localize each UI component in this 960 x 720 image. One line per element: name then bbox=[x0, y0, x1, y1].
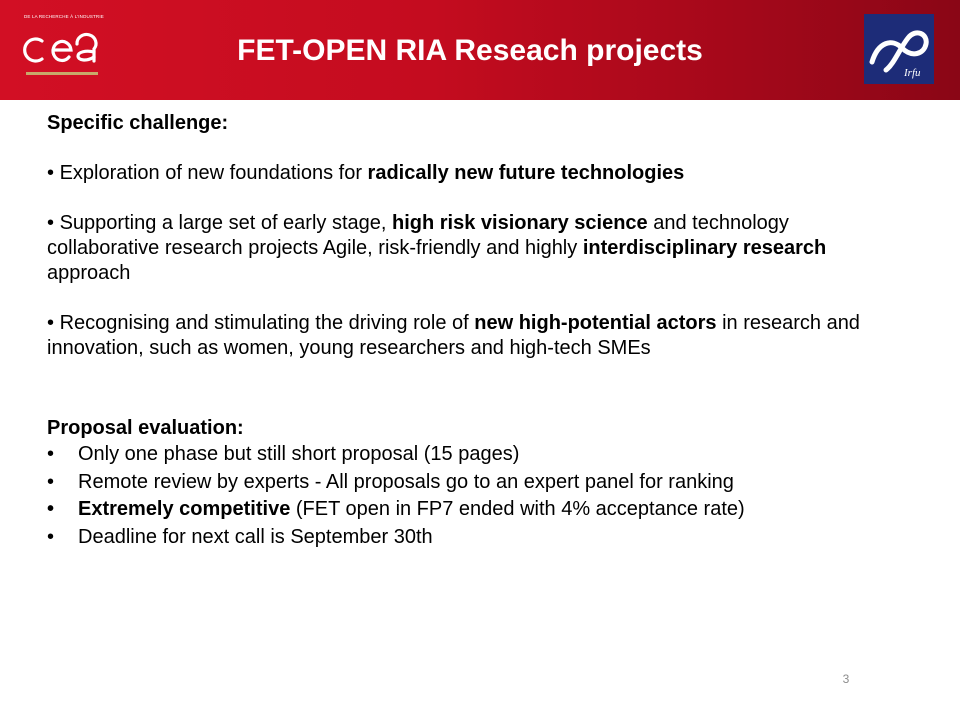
irfu-logo-text: Irfu bbox=[904, 67, 921, 79]
challenge-bullet-1: • Exploration of new foundations for radically new future technologies bbox=[47, 162, 685, 184]
list-item: • Only one phase but still short proposal (15 pages) bbox=[47, 443, 520, 465]
page-title: FET-OPEN RIA Reseach projects bbox=[237, 34, 703, 67]
list-item: • Deadline for next call is September 30th bbox=[47, 525, 433, 548]
header-banner bbox=[0, 0, 960, 100]
list-item: • Extremely competitive (FET open in FP7 ended with 4% acceptance rate) bbox=[47, 498, 745, 520]
challenge-bullet-2: • Supporting a large set of early stage, high risk visionary science and technology collaborative research projects Agile, risk-friendly and highly interdisciplinary research approach bbox=[47, 212, 827, 284]
bullet-char: • bbox=[47, 312, 55, 334]
bullet-char: • bbox=[47, 212, 55, 234]
evaluation-list bbox=[47, 441, 887, 551]
challenge-heading: Specific challenge: bbox=[47, 112, 229, 134]
infinity-icon bbox=[864, 14, 934, 84]
slide-content bbox=[47, 111, 887, 551]
evaluation-heading: Proposal evaluation: bbox=[47, 417, 244, 439]
page-number: 3 bbox=[842, 672, 850, 686]
list-item: • Remote review by experts - All proposals go to an expert panel for ranking bbox=[47, 470, 734, 493]
challenge-bullet-3: • Recognising and stimulating the driving role of new high-potential actors in research and innovation, such as women, young researchers and high-tech SMEs bbox=[47, 312, 860, 359]
irfu-logo bbox=[864, 14, 934, 84]
bullet-char: • bbox=[47, 162, 55, 184]
cea-tagline: DE LA RECHERCHE À L’INDUSTRIE bbox=[24, 14, 104, 19]
cea-logo bbox=[20, 24, 110, 80]
